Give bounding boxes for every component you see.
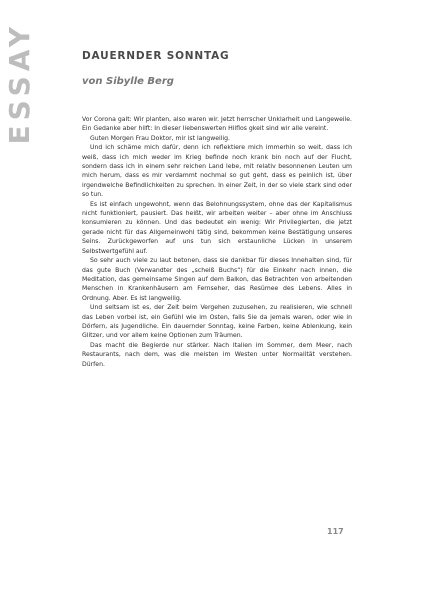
paragraph: Und ich schäme mich dafür, denn ich reflektiere mich immerhin so weit, dass ich weiß, dass ich mich weder im Krieg befinde noch krank bin noch auf der Flucht, sondern dass ich in einem sehr reichen Land lebe, mit relativ besonnenen Leuten um mich herum, dass es mir verdammt nochmal so gut geht, dass es peinlich ist, über irgendwelche Befindlichkeiten zu sprechen. In einer Zeit, in der so viele stark sind oder so tun.	[82, 144, 352, 199]
paragraph: Guten Morgen Frau Doktor, mir ist langweilig.	[90, 134, 230, 142]
paragraph: So sehr auch viele zu laut betonen, dass sie dankbar für dieses Innehalten sind, für das gute Buch (Verwandter des „scheiß Buchs“) für die Einkehr nach innen, die Meditation, das gemeinsame Singen auf dem Balkon, das Betrachten von arbeitenden Menschen in Krankenhäusern am Fernseher, das Resümee des Lebens. Alles in Ordnung. Aber. Es ist langweilig.	[82, 257, 352, 302]
paragraph: Vor Corona galt: Wir planten, also waren wir. Jetzt herrscher Unklarheit und Langeweile. Ein Gedanke aber hilft: In dieser liebenswerten Hilflos gkeit sind wir alle vereint.	[82, 116, 352, 133]
section-label: ESSAY	[3, 22, 36, 145]
article-body	[82, 115, 352, 369]
page-number: 117	[327, 527, 344, 536]
paragraph: Es ist einfach ungewohnt, wenn das Belohnungssystem, ohne das der Kapitalismus nicht funktioniert, pausiert. Das heißt, wir arbeiten weiter – aber ohne im Anschluss konsumieren zu können. Und das bedeutet ein wenig: Wir Privilegierten, die jetzt gerade nicht für das Allgemeinwohl tätig sind, bekommen keine Bestätigung unseres Seins. Zurückgeworfen auf uns tun sich erstaunliche Lücken in unserem Selbstwertgefühl auf.	[82, 200, 352, 255]
paragraph: Und seltsam ist es, der Zeit beim Vergehen zuzusehen, zu realisieren, wie schnell das Leben vorbei ist, ein Gefühl wie im Osten, falls Sie da jemals waren, oder wie in Dörfern, als Jugendliche. Ein dauernder Sonntag, keine Farben, keine Ablenkung, kein Glitzer, und vor allem keine Optionen zum Träumen.	[82, 304, 352, 340]
article-title: DAUERNDER SONNTAG	[82, 50, 230, 62]
paragraph: Das macht die Begierde nur stärker. Nach Italien im Sommer, dem Meer, nach Restaurants, nach dem, was die meisten im Westen unter Normalität verstehen. Dürfen.	[82, 341, 352, 368]
article-byline: von Sibylle Berg	[82, 76, 174, 87]
